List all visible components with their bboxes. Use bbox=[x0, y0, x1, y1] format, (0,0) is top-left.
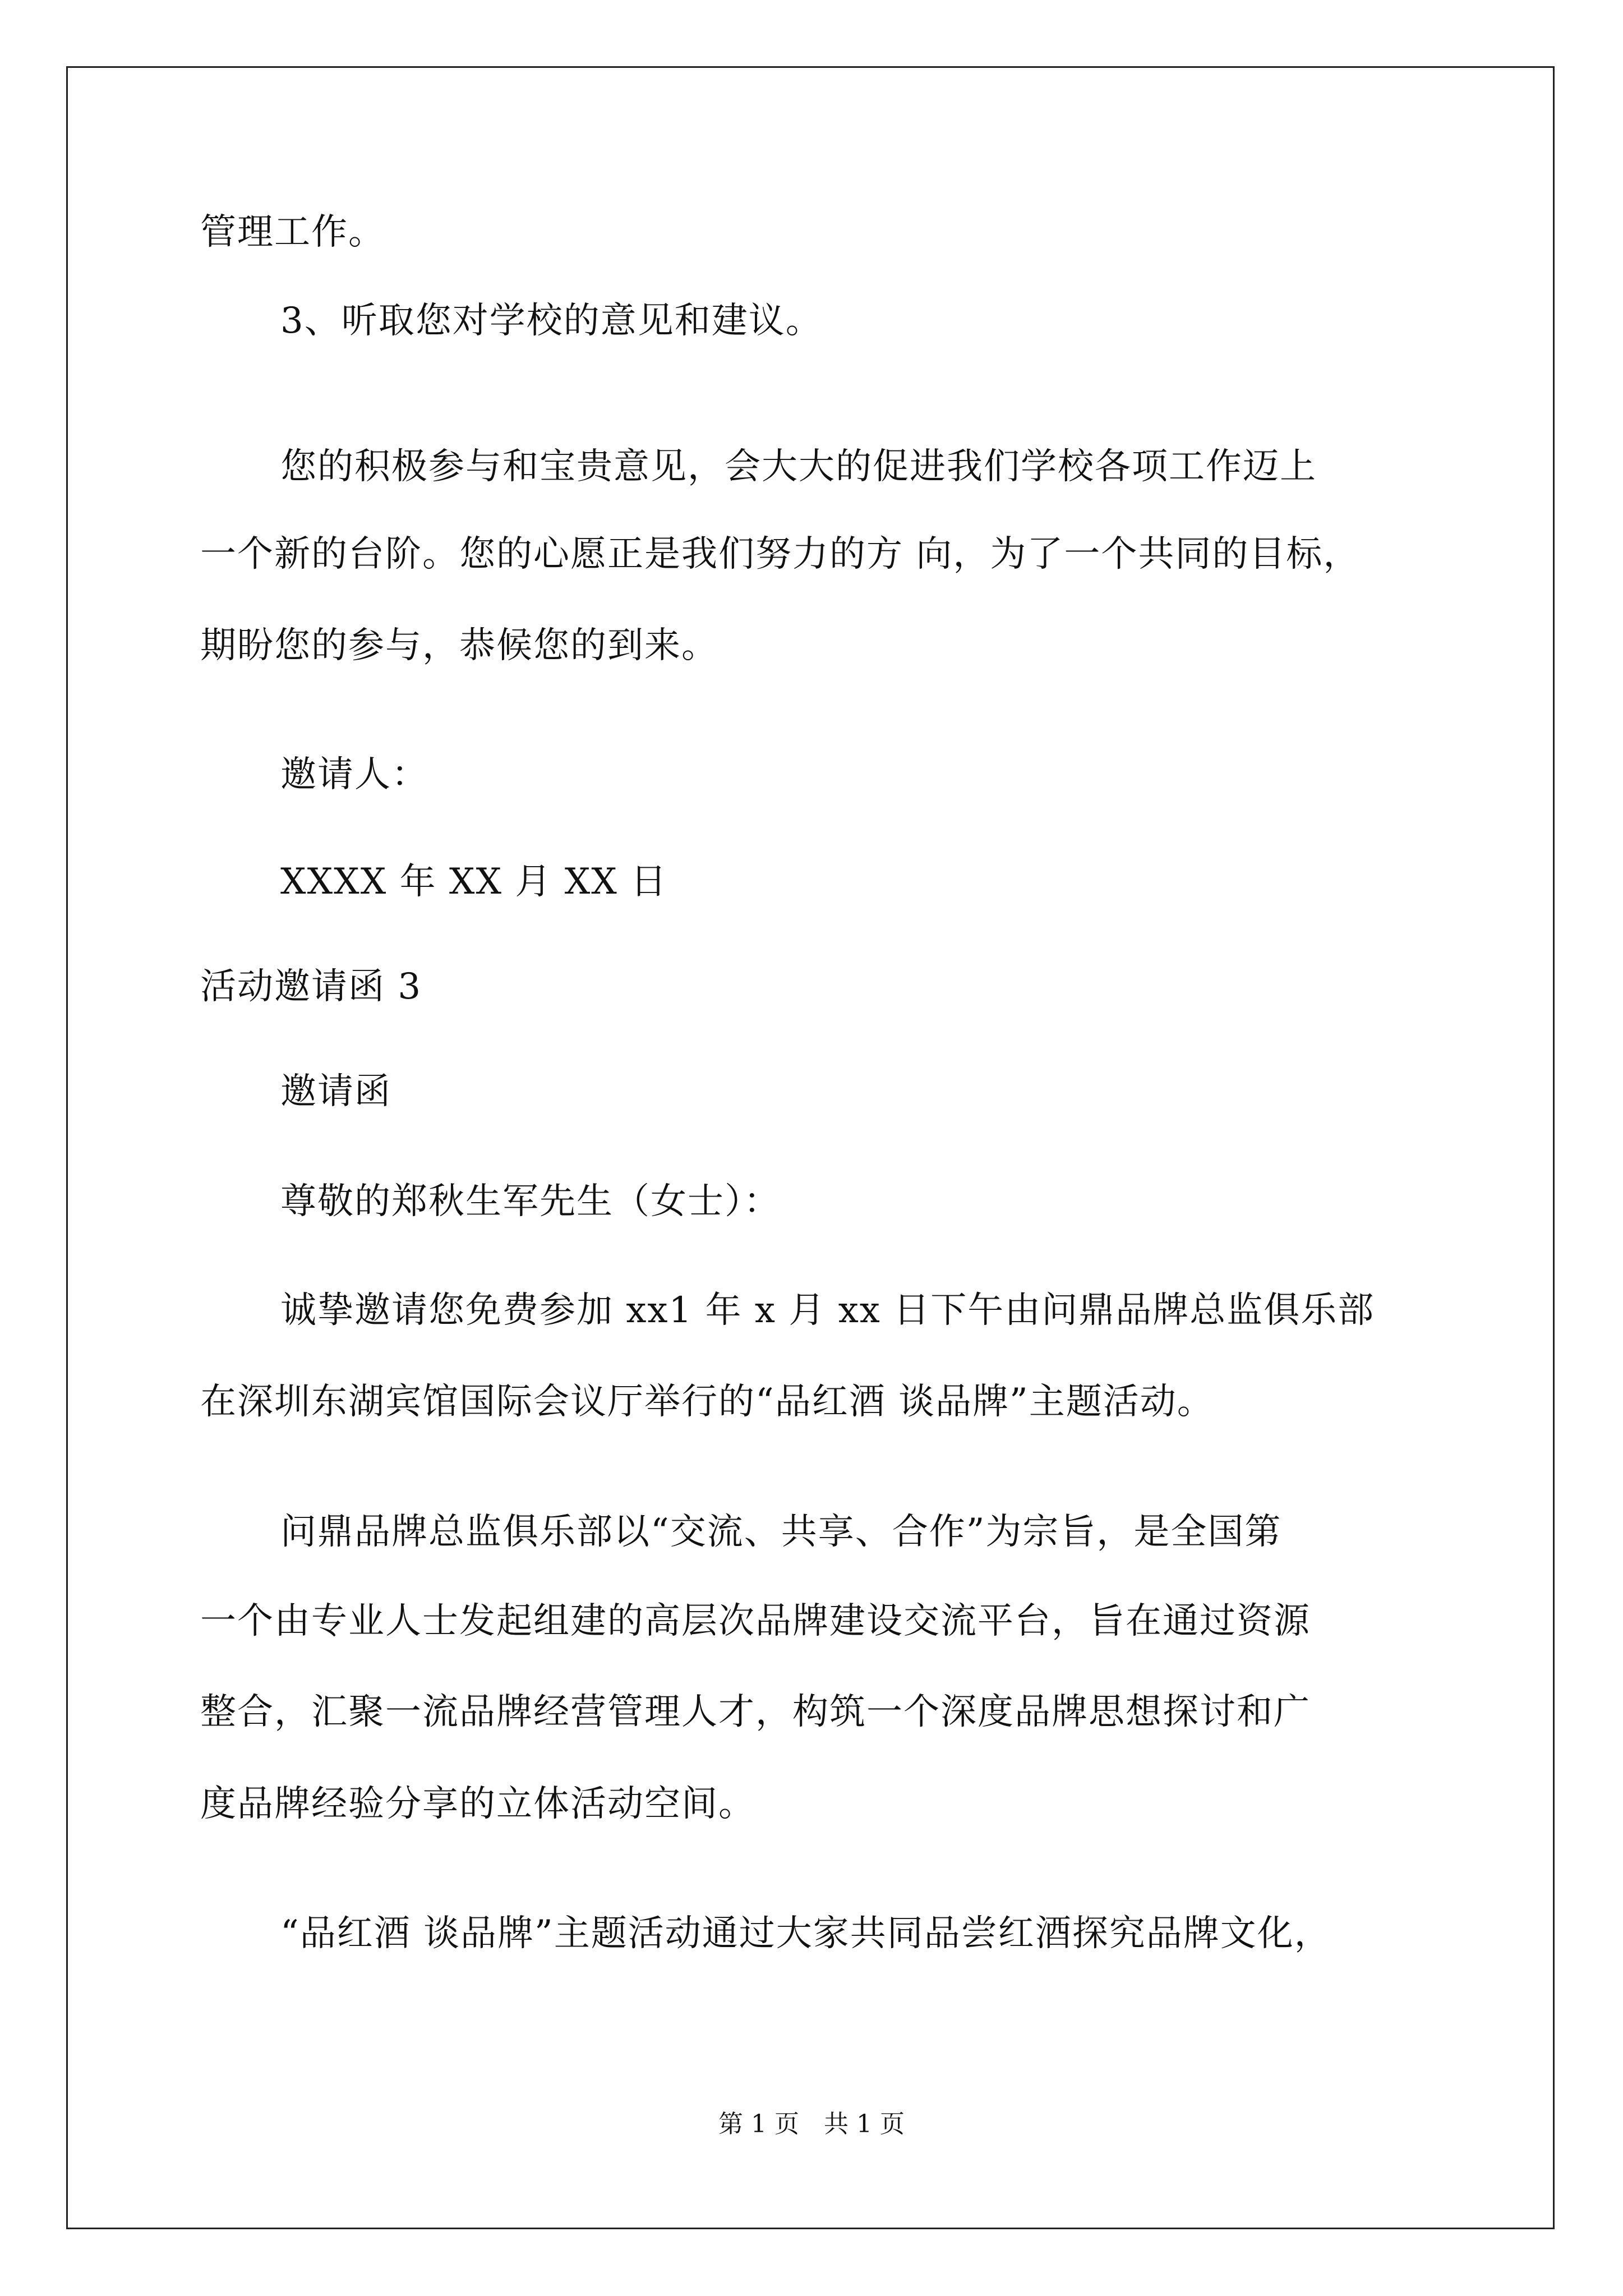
text-line-17: “品红酒 谈品牌”主题活动通过大家共同品尝红酒探究品牌文化， bbox=[280, 1913, 1331, 1954]
page-border bbox=[66, 66, 1555, 2229]
page-footer: 第 1 页 共 1 页 bbox=[718, 2110, 905, 2138]
text-line-7: XXXX 年 XX 月 XX 日 bbox=[280, 861, 668, 903]
text-line-14: 一个由专业人士发起组建的高层次品牌建设交流平台，旨在通过资源 bbox=[200, 1600, 1311, 1642]
text-line-2: 3、听取您对学校的意见和建议。 bbox=[280, 300, 823, 342]
text-line-9: 邀请函 bbox=[280, 1071, 391, 1112]
text-line-4: 一个新的台阶。您的心愿正是我们努力的方 向，为了一个共同的目标， bbox=[200, 533, 1361, 575]
text-line-3: 您的积极参与和宝贵意见，会大大的促进我们学校各项工作迈上 bbox=[280, 446, 1317, 487]
text-line-12: 在深圳东湖宾馆国际会议厅举行的“品红酒 谈品牌”主题活动。 bbox=[200, 1381, 1214, 1423]
text-line-15: 整合，汇聚一流品牌经营管理人才，构筑一个深度品牌思想探讨和广 bbox=[200, 1691, 1311, 1733]
text-line-11: 诚挚邀请您免费参加 xx1 年 x 月 xx 日下午由问鼎品牌总监俱乐部 bbox=[280, 1290, 1375, 1331]
section-heading: 活动邀请函 3 bbox=[200, 966, 422, 1007]
text-line-1: 管理工作。 bbox=[200, 211, 385, 253]
text-line-10: 尊敬的郑秋生军先生（女士）： bbox=[280, 1181, 781, 1222]
text-line-13: 问鼎品牌总监俱乐部以“交流、共享、合作”为宗旨，是全国第 bbox=[280, 1511, 1282, 1553]
text-line-16: 度品牌经验分享的立体活动空间。 bbox=[200, 1783, 755, 1825]
text-line-6: 邀请人： bbox=[280, 754, 428, 795]
text-line-5: 期盼您的参与，恭候您的到来。 bbox=[200, 625, 718, 666]
